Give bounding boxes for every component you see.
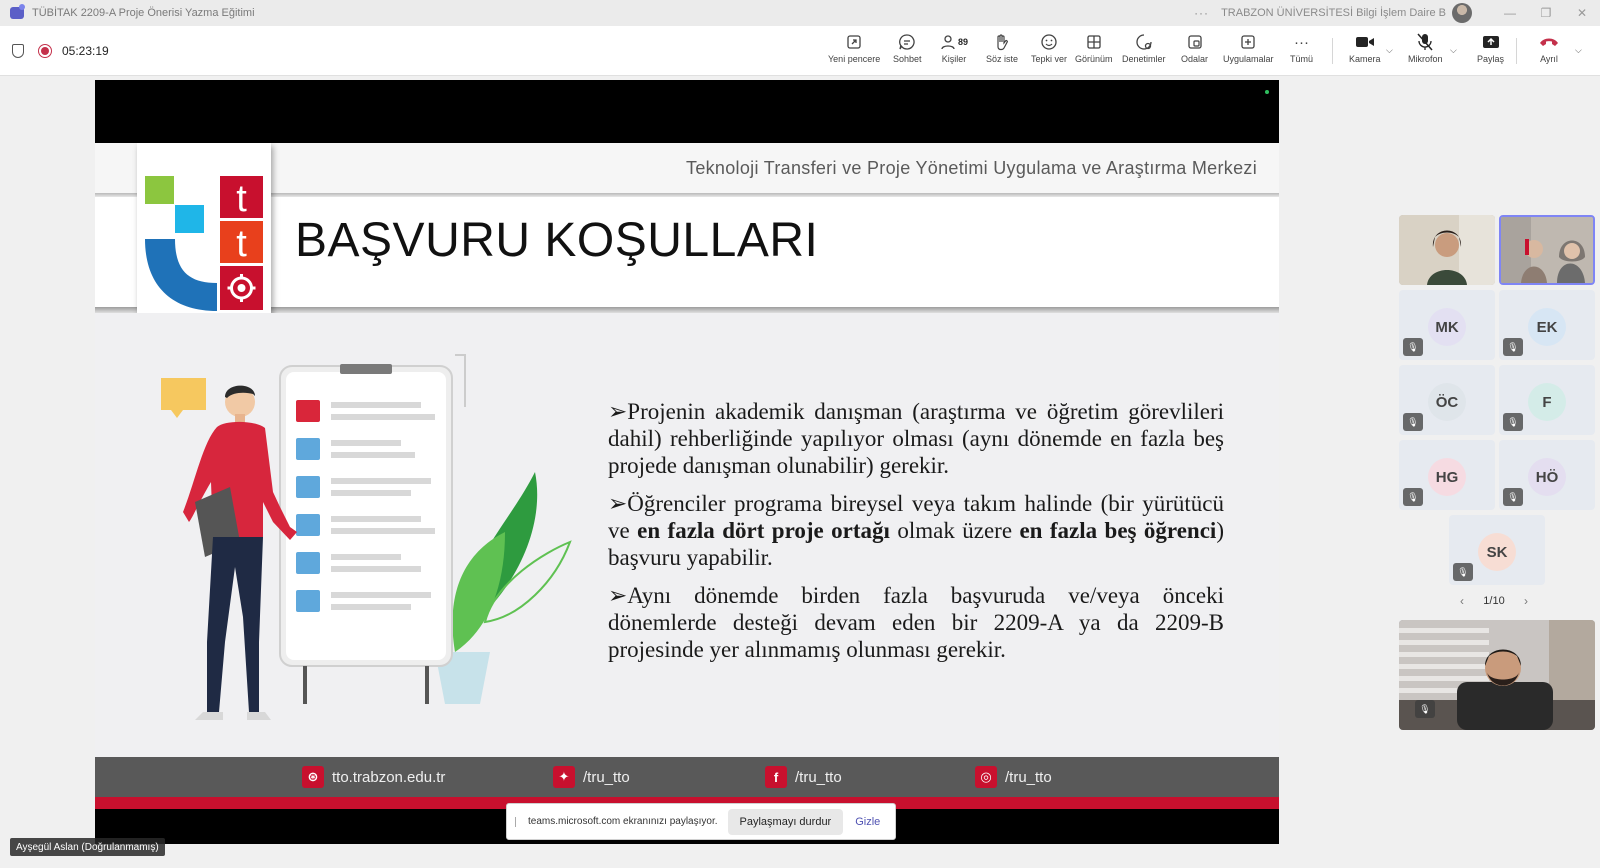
conditions-list: [608, 398, 1224, 674]
share-screen-icon: [1482, 32, 1500, 52]
instagram-handle: /tru_tto: [1005, 768, 1052, 786]
mic-muted-icon: 🎙︎: [1403, 338, 1423, 356]
window-title: TÜBİTAK 2209-A Proje Önerisi Yazma Eğitimi: [32, 7, 255, 19]
presenter-name-tag: Ayşegül Aslan (Doğrulanmamış): [10, 838, 165, 856]
status-dot: [1265, 90, 1269, 94]
controls-button[interactable]: [1122, 32, 1166, 72]
apps-label: Uygulamalar: [1223, 54, 1274, 64]
hang-up-icon: [1539, 32, 1559, 52]
view-label: Görünüm: [1075, 54, 1113, 64]
emoji-icon: [1040, 32, 1058, 52]
mic-muted-icon: 🎙︎: [1415, 700, 1435, 718]
toolbar-divider: [1332, 38, 1333, 64]
mic-muted-icon: 🎙︎: [1503, 488, 1523, 506]
mic-muted-icon: 🎙︎: [1403, 413, 1423, 431]
participant-avatar: HG: [1428, 458, 1466, 496]
shared-slide: [95, 80, 1279, 844]
share-message: teams.microsoft.com ekranınızı paylaşıyor.: [528, 816, 718, 827]
facebook-handle: /tru_tto: [795, 768, 842, 786]
add-apps-icon: [1240, 32, 1256, 52]
slide-title: BAŞVURU KOŞULLARI: [295, 214, 819, 267]
controls-label: Denetimler: [1122, 54, 1166, 64]
participant-tile-sk[interactable]: [1449, 515, 1545, 585]
globe-icon: ⊛: [302, 766, 324, 788]
mic-muted-icon: 🎙︎: [1453, 563, 1473, 581]
footer-facebook: [765, 766, 842, 788]
raise-hand-button[interactable]: [986, 32, 1018, 72]
twitter-icon: ✦: [553, 766, 575, 788]
chat-label: Sohbet: [893, 54, 922, 64]
share-button[interactable]: [1477, 32, 1504, 72]
leave-label: Ayrıl: [1540, 54, 1558, 64]
hide-link[interactable]: Gizle: [855, 815, 881, 828]
footer-instagram: [975, 766, 1052, 788]
new-window-icon: [846, 32, 862, 52]
participant-tile-ek[interactable]: [1499, 290, 1595, 360]
new-window-button[interactable]: [828, 32, 880, 72]
camera-icon: [1355, 32, 1375, 52]
grid-icon: [1086, 32, 1102, 52]
react-button[interactable]: [1031, 32, 1067, 72]
mic-muted-icon: 🎙︎: [1503, 338, 1523, 356]
toolbar-divider: [1516, 38, 1517, 64]
meeting-toolbar: [0, 26, 1600, 76]
participant-tile-mk[interactable]: [1399, 290, 1495, 360]
mic-label: Mikrofon: [1408, 54, 1443, 64]
logo-letter-t2: t: [236, 223, 247, 265]
shield-icon[interactable]: [12, 44, 24, 58]
view-button[interactable]: [1075, 32, 1113, 72]
camera-label: Kamera: [1349, 54, 1381, 64]
participant-video-frame: [1501, 217, 1593, 283]
chat-icon: [898, 32, 916, 52]
react-label: Tepki ver: [1031, 54, 1068, 64]
participant-tile-ho[interactable]: [1499, 440, 1595, 510]
people-label: Kişiler: [941, 54, 967, 64]
condition-1-text: ➢Projenin akademik danışman (araştırma ve öğretim görevlileri dahil) rehberliğinde yapılıyor olması (aynı dönemde en fazla beş projede danışman olunabilir) gerekir.: [608, 399, 1224, 478]
participant-avatar: HÖ: [1528, 458, 1566, 496]
participant-video-2[interactable]: [1499, 215, 1595, 285]
chevron-left-icon[interactable]: ‹: [1460, 594, 1464, 608]
slide-footer: [95, 757, 1279, 797]
camera-button[interactable]: [1349, 32, 1381, 72]
participant-avatar: ÖC: [1428, 383, 1466, 421]
participant-video-1[interactable]: [1399, 215, 1495, 285]
mic-off-icon: [1417, 32, 1433, 52]
share-label: Paylaş: [1477, 54, 1505, 64]
condition-1: [608, 398, 1224, 479]
leave-button[interactable]: [1539, 32, 1559, 72]
leave-options-chevron-icon[interactable]: ⌵: [1575, 45, 1582, 55]
close-icon[interactable]: ✕: [1576, 6, 1588, 20]
participant-avatar: F: [1528, 383, 1566, 421]
participant-tile-f[interactable]: [1499, 365, 1595, 435]
footer-website: [302, 766, 445, 788]
hand-icon: [994, 32, 1010, 52]
user-avatar[interactable]: [1452, 3, 1472, 23]
condition-2-text-b: olmak üzere: [889, 518, 1020, 543]
mic-options-chevron-icon[interactable]: ⌵: [1450, 45, 1457, 55]
facebook-icon: f: [765, 766, 787, 788]
participant-avatar: SK: [1478, 533, 1516, 571]
instagram-icon: ◎: [975, 766, 997, 788]
slide-top-bar: [95, 80, 1279, 143]
condition-2: [608, 490, 1224, 571]
screen-share-bar: [506, 803, 896, 840]
drag-handle[interactable]: [515, 817, 518, 827]
rooms-label: Odalar: [1181, 54, 1209, 64]
chevron-right-icon[interactable]: ›: [1523, 594, 1528, 608]
chat-button[interactable]: [893, 32, 922, 72]
people-icon: [940, 32, 968, 52]
raise-hand-label: Söz iste: [986, 54, 1019, 64]
condition-3: [608, 582, 1224, 663]
participant-tile-hg[interactable]: [1399, 440, 1495, 510]
window-titlebar: [0, 0, 1600, 26]
organization-name: TRABZON ÜNİVERSİTESİ Bilgi İşlem Daire B: [1221, 7, 1446, 19]
participant-avatar: MK: [1428, 308, 1466, 346]
more-actions-button[interactable]: [1290, 32, 1313, 72]
condition-2-bold-a: en fazla dört proje ortağı: [637, 518, 890, 543]
minimize-icon[interactable]: —: [1504, 6, 1516, 20]
website-text: tto.trabzon.edu.tr: [332, 768, 446, 786]
condition-2-text-a: ➢Öğrenciler programa bireysel veya takım halinde (bir yürütücü ve: [608, 491, 1224, 543]
apps-button[interactable]: [1223, 32, 1274, 72]
new-window-label: Yeni pencere: [828, 54, 881, 64]
condition-2-text-c: ) başvuru yapabilir.: [608, 518, 1224, 570]
rooms-button[interactable]: [1181, 32, 1208, 72]
mic-muted-icon: 🎙︎: [1503, 413, 1523, 431]
condition-2-bold-b: en fazla beş öğrenci: [1019, 518, 1217, 543]
people-count: 89: [958, 37, 969, 47]
twitter-handle: /tru_tto: [583, 768, 630, 786]
participant-avatar: EK: [1528, 308, 1566, 346]
logo-letter-t1: t: [236, 178, 247, 220]
ellipsis-icon: ···: [1294, 33, 1309, 51]
condition-3-text: ➢Aynı dönemde birden fazla başvuruda ve/veya önceki dönemlerde desteği devam eden bir 2209-A ya da 2209-B projesinde yer alınmamış olunması gerekir.: [608, 583, 1224, 662]
participant-video-frame: [1399, 215, 1495, 285]
mic-button[interactable]: [1408, 32, 1443, 72]
center-name: Teknoloji Transferi ve Proje Yönetimi Uygulama ve Araştırma Merkezi: [686, 158, 1257, 178]
participant-tile-oc[interactable]: [1399, 365, 1495, 435]
meeting-timer: 05:23:19: [62, 44, 109, 58]
tto-logo: [137, 143, 271, 329]
rooms-icon: [1187, 32, 1203, 52]
page-indicator: 1/10: [1483, 595, 1505, 607]
self-video[interactable]: [1399, 620, 1595, 730]
stop-sharing-button[interactable]: Paylaşmayı durdur: [728, 809, 844, 835]
recording-icon: [38, 44, 52, 58]
mic-muted-icon: 🎙︎: [1403, 488, 1423, 506]
more-actions-label: Tümü: [1290, 54, 1314, 64]
checklist-illustration: [155, 352, 585, 732]
teams-icon: [10, 7, 24, 19]
camera-options-chevron-icon[interactable]: ⌵: [1386, 45, 1393, 55]
restore-icon[interactable]: ❐: [1540, 6, 1552, 20]
participant-pager: [1460, 594, 1528, 608]
footer-twitter: [553, 766, 630, 788]
people-button[interactable]: [940, 32, 968, 72]
more-icon[interactable]: ···: [1194, 6, 1210, 20]
controls-icon: [1135, 32, 1153, 52]
